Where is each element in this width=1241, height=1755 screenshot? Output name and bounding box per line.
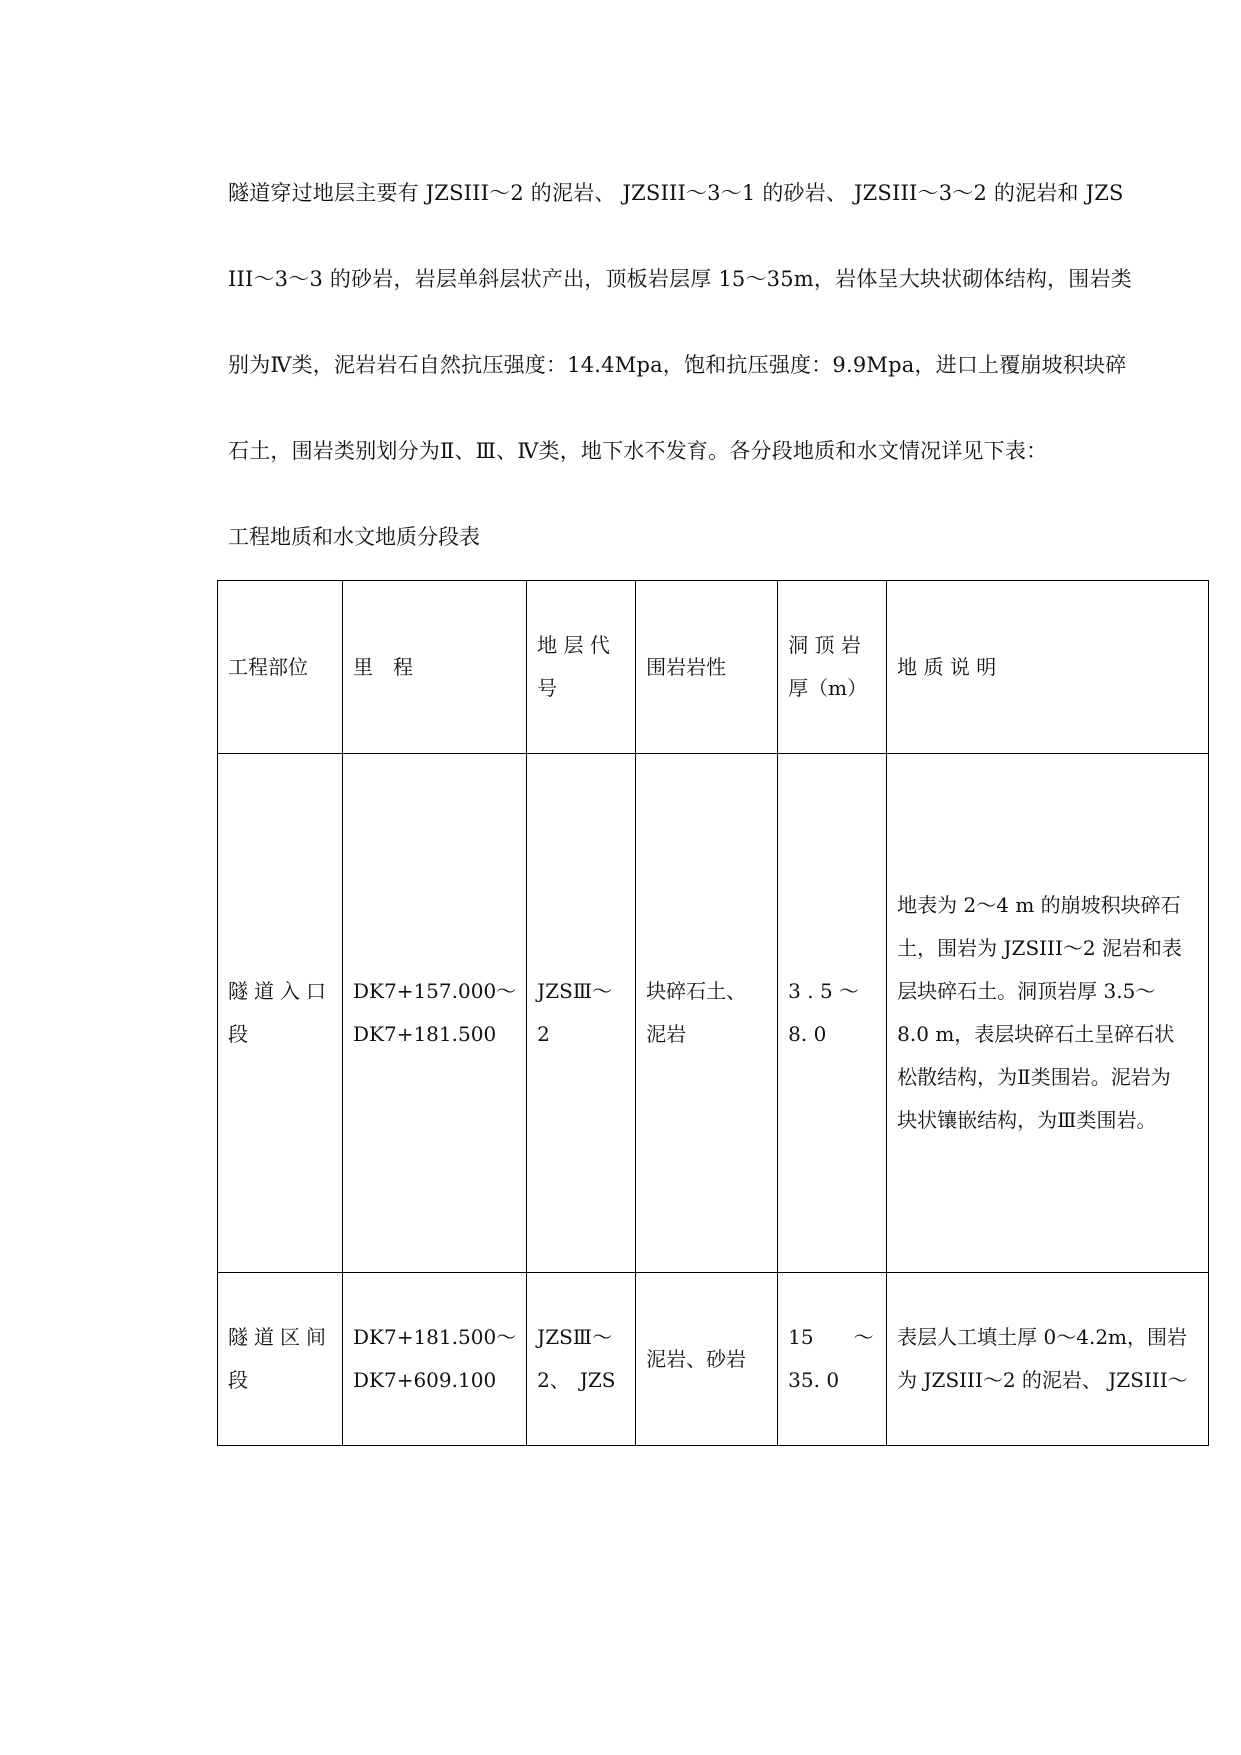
paragraph-line-3: 别为Ⅳ类，泥岩岩石自然抗压强度：14.4Mpa，饱和抗压强度：9.9Mpa，进口上覆崩坡积块碎 — [228, 353, 1127, 377]
cell-thickness-line-2: 8. 0 — [788, 1022, 827, 1046]
cell-description-line: 为 JZSIII～2 的泥岩、 JZSIII～ — [897, 1368, 1188, 1392]
header-mileage — [343, 581, 527, 754]
header-thickness-label-2: 厚（m） — [788, 676, 868, 700]
cell-description — [887, 1273, 1209, 1446]
cell-stratum-line-1: JZSⅢ～ — [537, 979, 613, 1003]
cell-mileage — [343, 1273, 527, 1446]
cell-description-line: 块状镶嵌结构，为Ⅲ类围岩。 — [897, 1108, 1157, 1132]
cell-thickness-line-1: 3 . 5 ～ — [788, 979, 860, 1003]
geology-table — [217, 580, 1209, 1446]
cell-description-line: 地表为 2～4 m 的崩坡积块碎石 — [897, 893, 1181, 917]
cell-rock — [636, 754, 778, 1273]
cell-mileage — [343, 754, 527, 1273]
paragraph-line-4: 石土，围岩类别划分为Ⅱ、Ⅲ、Ⅳ类，地下水不发育。各分段地质和水文情况详见下表： — [228, 439, 1048, 463]
header-thickness — [778, 581, 887, 754]
table-row — [218, 754, 1209, 1273]
header-mileage-label: 里 程 — [353, 654, 413, 679]
header-stratum-label-2: 号 — [537, 676, 558, 700]
cell-description-line: 表层人工填土厚 0～4.2m，围岩 — [897, 1325, 1188, 1349]
table-header-row — [218, 581, 1209, 754]
paragraph-line-2: III～3～3 的砂岩，岩层单斜层状产出，顶板岩层厚 15～35m，岩体呈大块状砌体结构，围岩类 — [228, 267, 1132, 291]
header-rock — [636, 581, 778, 754]
cell-mileage-line-1: DK7+157.000～ — [353, 979, 517, 1003]
cell-thickness — [778, 1273, 887, 1446]
table-row — [218, 1273, 1209, 1446]
cell-description-line: 层块碎石土。洞顶岩厚 3.5～ — [897, 979, 1156, 1003]
header-description — [887, 581, 1209, 754]
cell-description-line: 松散结构，为Ⅱ类围岩。泥岩为 — [897, 1065, 1171, 1089]
cell-part-line-2: 段 — [228, 1022, 248, 1046]
cell-stratum — [527, 1273, 636, 1446]
cell-part-line-2: 段 — [228, 1368, 248, 1392]
cell-mileage-line-2: DK7+181.500 — [353, 1022, 497, 1046]
cell-rock-line-1: 泥岩、砂岩 — [646, 1346, 747, 1371]
header-part — [218, 581, 343, 754]
cell-stratum-line-2: 2、 JZS — [537, 1368, 616, 1392]
cell-description — [887, 754, 1209, 1273]
header-part-label: 工程部位 — [228, 654, 308, 679]
cell-rock-line-1: 块碎石土、 — [646, 979, 747, 1003]
cell-thickness-line-1: 15 ～ — [788, 1325, 874, 1349]
cell-rock — [636, 1273, 778, 1446]
cell-rock-line-2: 泥岩 — [646, 1022, 687, 1046]
table-caption: 工程地质和水文地质分段表 — [228, 525, 480, 549]
cell-stratum-line-1: JZSⅢ～ — [537, 1325, 613, 1349]
cell-part-line-1: 隧道区间 — [228, 1325, 332, 1349]
header-stratum — [527, 581, 636, 754]
cell-part-line-1: 隧道入口 — [228, 979, 332, 1003]
cell-thickness-line-2: 35. 0 — [788, 1368, 840, 1392]
header-description-label: 地 质 说 明 — [897, 654, 997, 679]
header-thickness-label-1: 洞 顶 岩 — [788, 633, 861, 657]
cell-description-line: 8.0 m，表层块碎石土呈碎石状 — [897, 1022, 1175, 1046]
header-rock-label: 围岩岩性 — [646, 654, 727, 679]
cell-stratum-line-2: 2 — [537, 1022, 550, 1046]
cell-mileage-line-1: DK7+181.500～ — [353, 1325, 517, 1349]
paragraph-line-1: 隧道穿过地层主要有 JZSIII～2 的泥岩、 JZSIII～3～1 的砂岩、 JZSIII～3～2 的泥岩和 JZS — [228, 181, 1124, 205]
cell-thickness — [778, 754, 887, 1273]
cell-stratum — [527, 754, 636, 1273]
cell-mileage-line-2: DK7+609.100 — [353, 1368, 497, 1392]
header-stratum-label-1: 地 层 代 — [537, 633, 610, 657]
cell-part — [218, 754, 343, 1273]
cell-part — [218, 1273, 343, 1446]
cell-description-line: 土，围岩为 JZSIII～2 泥岩和表 — [897, 936, 1182, 960]
